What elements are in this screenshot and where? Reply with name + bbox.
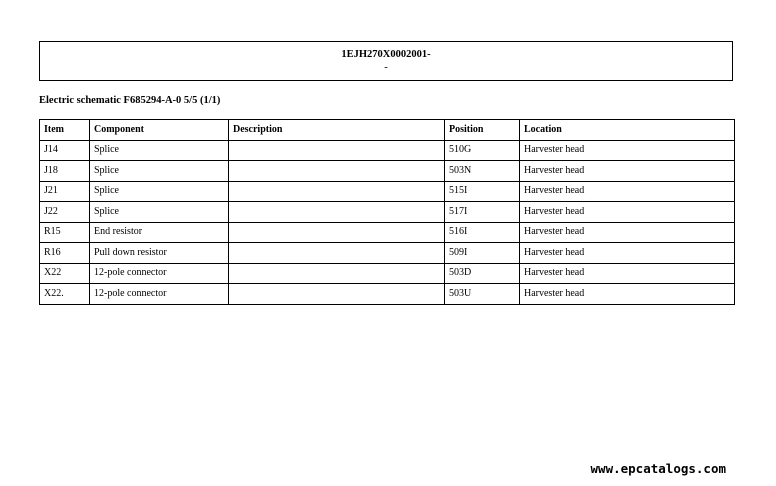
- cell-description: [229, 263, 445, 284]
- document-header: [39, 41, 733, 81]
- column-header-component: Component: [90, 120, 229, 141]
- table-row: [40, 222, 735, 243]
- cell-location: Harvester head: [520, 140, 735, 161]
- cell-position: 503N: [445, 161, 520, 182]
- column-header-item: Item: [40, 120, 90, 141]
- watermark-text: www.epcatalogs.com: [590, 461, 726, 476]
- cell-item: J22: [40, 202, 90, 223]
- document-code: 1EJH270X0002001-: [341, 49, 431, 60]
- table-row: [40, 202, 735, 223]
- cell-location: Harvester head: [520, 202, 735, 223]
- cell-component: 12-pole connector: [90, 263, 229, 284]
- column-header-position: Position: [445, 120, 520, 141]
- cell-item: J14: [40, 140, 90, 161]
- cell-description: [229, 202, 445, 223]
- cell-position: 510G: [445, 140, 520, 161]
- table-row: [40, 140, 735, 161]
- table-row: [40, 263, 735, 284]
- cell-component: Splice: [90, 161, 229, 182]
- column-header-location: Location: [520, 120, 735, 141]
- cell-position: 503U: [445, 284, 520, 305]
- cell-item: R16: [40, 243, 90, 264]
- cell-position: 517I: [445, 202, 520, 223]
- components-table: [39, 119, 735, 305]
- cell-description: [229, 140, 445, 161]
- cell-position: 516I: [445, 222, 520, 243]
- cell-location: Harvester head: [520, 263, 735, 284]
- cell-location: Harvester head: [520, 243, 735, 264]
- document-code-suffix: -: [384, 62, 388, 73]
- cell-position: 509I: [445, 243, 520, 264]
- cell-description: [229, 284, 445, 305]
- cell-description: [229, 161, 445, 182]
- table-row: [40, 243, 735, 264]
- cell-location: Harvester head: [520, 181, 735, 202]
- column-header-description: Description: [229, 120, 445, 141]
- cell-component: End resistor: [90, 222, 229, 243]
- cell-item: R15: [40, 222, 90, 243]
- cell-description: [229, 181, 445, 202]
- table-row: [40, 284, 735, 305]
- cell-component: Splice: [90, 140, 229, 161]
- cell-item: X22: [40, 263, 90, 284]
- cell-location: Harvester head: [520, 284, 735, 305]
- cell-component: Splice: [90, 181, 229, 202]
- cell-component: Pull down resistor: [90, 243, 229, 264]
- cell-description: [229, 243, 445, 264]
- cell-position: 515I: [445, 181, 520, 202]
- table-header-row: [40, 120, 735, 141]
- cell-item: J18: [40, 161, 90, 182]
- table-row: [40, 181, 735, 202]
- cell-location: Harvester head: [520, 222, 735, 243]
- cell-item: J21: [40, 181, 90, 202]
- cell-component: 12-pole connector: [90, 284, 229, 305]
- cell-description: [229, 222, 445, 243]
- cell-location: Harvester head: [520, 161, 735, 182]
- schematic-title: Electric schematic F685294-A-0 5/5 (1/1): [39, 95, 221, 106]
- cell-position: 503D: [445, 263, 520, 284]
- table-row: [40, 161, 735, 182]
- cell-item: X22.: [40, 284, 90, 305]
- cell-component: Splice: [90, 202, 229, 223]
